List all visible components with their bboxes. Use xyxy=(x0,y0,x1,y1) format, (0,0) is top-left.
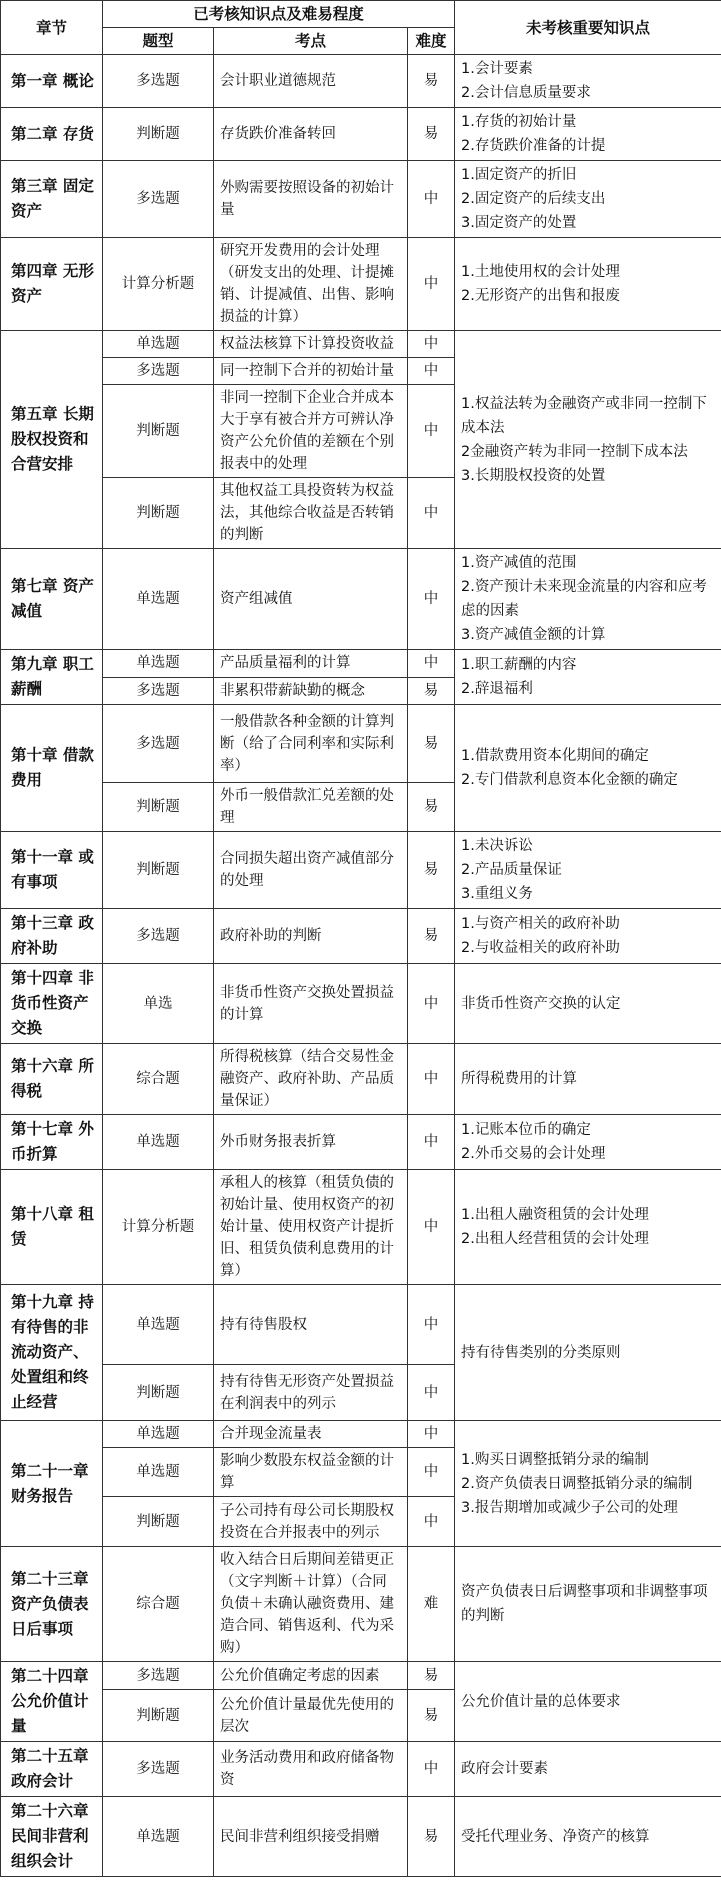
difficulty-cell: 易 xyxy=(408,783,455,832)
point-cell: 权益法核算下计算投资收益 xyxy=(214,331,408,358)
missing-cell xyxy=(455,1170,721,1285)
point-cell: 持有待售股权 xyxy=(214,1285,408,1365)
point-cell: 民间非营利组织接受捐赠 xyxy=(214,1797,408,1877)
missing-cell xyxy=(455,964,721,1044)
chapter-cell: 第十九章 持有待售的非流动资产、处置组和终止经营 xyxy=(1,1285,103,1421)
point-cell: 外币财务报表折算 xyxy=(214,1115,408,1170)
difficulty-cell: 易 xyxy=(408,705,455,783)
difficulty-cell: 易 xyxy=(408,909,455,964)
chapter-cell: 第二十一章 财务报告 xyxy=(1,1421,103,1547)
table-row xyxy=(1,1285,721,1365)
type-cell: 多选题 xyxy=(103,161,214,238)
table-body xyxy=(1,55,721,1877)
difficulty-cell: 易 xyxy=(408,677,455,705)
point-cell: 其他权益工具投资转为权益法，其他综合收益是否转销的判断 xyxy=(214,478,408,549)
type-cell: 综合题 xyxy=(103,1547,214,1662)
chapter-cell: 第十八章 租赁 xyxy=(1,1170,103,1285)
point-cell: 外币一般借款汇兑差额的处理 xyxy=(214,783,408,832)
table-row xyxy=(1,1421,721,1448)
missing-item: 2.产品质量保证 xyxy=(461,862,562,878)
type-cell: 判断题 xyxy=(103,832,214,909)
point-cell: 资产组减值 xyxy=(214,549,408,650)
missing-item: 2.与收益相关的政府补助 xyxy=(461,940,620,956)
missing-item: 3.资产减值金额的计算 xyxy=(461,627,606,643)
type-cell: 判断题 xyxy=(103,385,214,478)
type-cell: 综合题 xyxy=(103,1044,214,1115)
difficulty-cell: 中 xyxy=(408,478,455,549)
chapter-cell: 第二十六章 民间非营利组织会计 xyxy=(1,1797,103,1877)
table-row xyxy=(1,909,721,964)
chapter-cell: 第十三章 政府补助 xyxy=(1,909,103,964)
table-row xyxy=(1,549,721,650)
table-row xyxy=(1,55,721,108)
type-cell: 单选 xyxy=(103,964,214,1044)
table-row xyxy=(1,964,721,1044)
type-cell: 判断题 xyxy=(103,1497,214,1547)
type-cell: 计算分析题 xyxy=(103,238,214,331)
chapter-cell: 第五章 长期股权投资和合营安排 xyxy=(1,331,103,549)
table-row xyxy=(1,705,721,783)
missing-item: 1.会计要素 xyxy=(461,61,533,77)
missing-cell xyxy=(455,1285,721,1421)
difficulty-cell: 中 xyxy=(408,1497,455,1547)
point-cell: 业务活动费用和政府储备物资 xyxy=(214,1742,408,1797)
missing-cell xyxy=(455,1421,721,1547)
missing-item: 2.资产负债表日调整抵销分录的编制 xyxy=(461,1475,693,1492)
missing-item: 2.固定资产的后续支出 xyxy=(461,191,606,207)
header-examined: 已考核知识点及难易程度 xyxy=(103,1,455,28)
difficulty-cell: 中 xyxy=(408,1742,455,1797)
missing-cell xyxy=(455,1115,721,1170)
difficulty-cell: 易 xyxy=(408,1797,455,1877)
missing-cell xyxy=(455,161,721,238)
chapter-cell: 第二十三章 资产负债表日后事项 xyxy=(1,1547,103,1662)
type-cell: 单选题 xyxy=(103,1115,214,1170)
missing-item: 2.会计信息质量要求 xyxy=(461,85,591,101)
missing-item: 公允价值计量的总体要求 xyxy=(461,1693,621,1710)
missing-cell xyxy=(455,1742,721,1797)
header-point: 考点 xyxy=(214,28,408,55)
point-cell: 承租人的核算（租赁负债的初始计量、使用权资产的初始计量、使用权资产计提折旧、租赁负债利息费用的计算） xyxy=(214,1170,408,1285)
point-cell: 同一控制下合并的初始计量 xyxy=(214,358,408,385)
difficulty-cell: 难 xyxy=(408,1547,455,1662)
missing-item: 1.职工薪酬的内容 xyxy=(461,657,577,673)
table-row xyxy=(1,1170,721,1285)
missing-cell xyxy=(455,650,721,705)
table-row xyxy=(1,1742,721,1797)
point-cell: 影响少数股东权益金额的计算 xyxy=(214,1448,408,1497)
difficulty-cell: 中 xyxy=(408,1448,455,1497)
type-cell: 多选题 xyxy=(103,705,214,783)
type-cell: 判断题 xyxy=(103,1690,214,1742)
header-difficulty: 难度 xyxy=(408,28,455,55)
missing-item: 2.外币交易的会计处理 xyxy=(461,1146,606,1162)
chapter-cell: 第十一章 或有事项 xyxy=(1,832,103,909)
type-cell: 单选题 xyxy=(103,1285,214,1365)
missing-cell xyxy=(455,549,721,650)
point-cell: 存货跌价准备转回 xyxy=(214,108,408,161)
type-cell: 多选题 xyxy=(103,55,214,108)
missing-item: 受托代理业务、净资产的核算 xyxy=(461,1828,650,1845)
table-row xyxy=(1,331,721,358)
chapter-cell: 第十七章 外币折算 xyxy=(1,1115,103,1170)
missing-item: 1.记账本位币的确定 xyxy=(461,1122,591,1138)
missing-item: 1.存货的初始计量 xyxy=(461,114,577,130)
missing-item: 政府会计要素 xyxy=(461,1761,548,1777)
point-cell: 会计职业道德规范 xyxy=(214,55,408,108)
difficulty-cell: 中 xyxy=(408,331,455,358)
missing-item: 1.出租人融资租赁的会计处理 xyxy=(461,1207,649,1223)
chapter-cell: 第三章 固定资产 xyxy=(1,161,103,238)
missing-item: 3.固定资产的处置 xyxy=(461,215,577,231)
difficulty-cell: 中 xyxy=(408,964,455,1044)
table-row xyxy=(1,238,721,331)
point-cell: 非货币性资产交换处置损益的计算 xyxy=(214,964,408,1044)
missing-item: 1.权益法转为金融资产或非同一控制下成本法 xyxy=(461,395,707,436)
missing-cell xyxy=(455,108,721,161)
difficulty-cell: 易 xyxy=(408,1662,455,1690)
table-row xyxy=(1,1547,721,1662)
point-cell: 产品质量福利的计算 xyxy=(214,650,408,678)
missing-cell xyxy=(455,1547,721,1662)
missing-item: 3.重组义务 xyxy=(461,886,533,902)
difficulty-cell: 中 xyxy=(408,1285,455,1365)
missing-item: 所得税费用的计算 xyxy=(461,1071,577,1087)
type-cell: 单选题 xyxy=(103,1797,214,1877)
header-chapter: 章节 xyxy=(1,1,103,55)
table-row xyxy=(1,161,721,238)
missing-item: 2.资产预计未来现金流量的内容和应考虑的因素 xyxy=(461,579,707,619)
difficulty-cell: 中 xyxy=(408,549,455,650)
missing-item: 2.出租人经营租赁的会计处理 xyxy=(461,1231,649,1247)
difficulty-cell: 中 xyxy=(408,358,455,385)
point-cell: 外购需要按照设备的初始计量 xyxy=(214,161,408,238)
point-cell: 公允价值计量最优先使用的层次 xyxy=(214,1690,408,1742)
missing-item: 2.无形资产的出售和报废 xyxy=(461,288,620,304)
missing-cell xyxy=(455,705,721,832)
type-cell: 多选题 xyxy=(103,1742,214,1797)
missing-cell xyxy=(455,55,721,108)
type-cell: 单选题 xyxy=(103,331,214,358)
difficulty-cell: 中 xyxy=(408,1365,455,1421)
missing-cell xyxy=(455,331,721,549)
header-missing: 未考核重要知识点 xyxy=(455,1,721,55)
point-cell: 公允价值确定考虑的因素 xyxy=(214,1662,408,1690)
missing-item: 1.购买日调整抵销分录的编制 xyxy=(461,1451,649,1468)
difficulty-cell: 中 xyxy=(408,1170,455,1285)
type-cell: 判断题 xyxy=(103,478,214,549)
chapter-cell: 第十章 借款费用 xyxy=(1,705,103,832)
type-cell: 单选题 xyxy=(103,549,214,650)
point-cell: 持有待售无形资产处置损益在利润表中的列示 xyxy=(214,1365,408,1421)
missing-cell xyxy=(455,238,721,331)
missing-item: 1.与资产相关的政府补助 xyxy=(461,916,620,932)
difficulty-cell: 中 xyxy=(408,1115,455,1170)
difficulty-cell: 易 xyxy=(408,832,455,909)
missing-item: 1.资产减值的范围 xyxy=(461,555,577,571)
type-cell: 单选题 xyxy=(103,1421,214,1448)
table-row xyxy=(1,1115,721,1170)
type-cell: 多选题 xyxy=(103,358,214,385)
missing-item: 资产负债表日后调整事项和非调整事项的判断 xyxy=(461,1584,708,1624)
point-cell: 政府补助的判断 xyxy=(214,909,408,964)
chapter-cell: 第十六章 所得税 xyxy=(1,1044,103,1115)
table-row xyxy=(1,1797,721,1877)
point-cell: 合并现金流量表 xyxy=(214,1421,408,1448)
difficulty-cell: 易 xyxy=(408,55,455,108)
difficulty-cell: 中 xyxy=(408,1421,455,1448)
chapter-cell: 第十四章 非货币性资产交换 xyxy=(1,964,103,1044)
type-cell: 判断题 xyxy=(103,783,214,832)
chapter-cell: 第二十五章 政府会计 xyxy=(1,1742,103,1797)
difficulty-cell: 易 xyxy=(408,1690,455,1742)
missing-item: 2.辞退福利 xyxy=(461,681,533,697)
point-cell: 非同一控制下企业合并成本大于享有被合并方可辨认净资产公允价值的差额在个别报表中的处理 xyxy=(214,385,408,478)
chapter-cell: 第二章 存货 xyxy=(1,108,103,161)
table-row xyxy=(1,650,721,678)
difficulty-cell: 中 xyxy=(408,238,455,331)
type-cell: 多选题 xyxy=(103,1662,214,1690)
type-cell: 单选题 xyxy=(103,1448,214,1497)
missing-item: 1.土地使用权的会计处理 xyxy=(461,264,620,280)
difficulty-cell: 易 xyxy=(408,108,455,161)
type-cell: 多选题 xyxy=(103,909,214,964)
missing-cell xyxy=(455,1797,721,1877)
chapter-cell: 第二十四章 公允价值计量 xyxy=(1,1662,103,1742)
type-cell: 单选题 xyxy=(103,650,214,678)
point-cell: 研究开发费用的会计处理（研发支出的处理、计提摊销、计提减值、出售、影响损益的计算） xyxy=(214,238,408,331)
missing-item: 1.固定资产的折旧 xyxy=(461,167,577,183)
missing-cell xyxy=(455,909,721,964)
type-cell: 多选题 xyxy=(103,677,214,705)
point-cell: 合同损失超出资产减值部分的处理 xyxy=(214,832,408,909)
point-cell: 一般借款各种金额的计算判断（给了合同利率和实际利率） xyxy=(214,705,408,783)
type-cell: 判断题 xyxy=(103,1365,214,1421)
missing-item: 2金融资产转为非同一控制下成本法 xyxy=(461,443,688,460)
difficulty-cell: 中 xyxy=(408,161,455,238)
point-cell: 非累积带薪缺勤的概念 xyxy=(214,677,408,705)
type-cell: 判断题 xyxy=(103,108,214,161)
missing-item: 2.专门借款利息资本化金额的确定 xyxy=(461,772,678,788)
missing-cell xyxy=(455,1662,721,1742)
point-cell: 子公司持有母公司长期股权投资在合并报表中的列示 xyxy=(214,1497,408,1547)
missing-item: 持有待售类别的分类原则 xyxy=(461,1344,621,1361)
chapter-cell: 第七章 资产减值 xyxy=(1,549,103,650)
chapter-cell: 第一章 概论 xyxy=(1,55,103,108)
difficulty-cell: 中 xyxy=(408,385,455,478)
missing-item: 3.报告期增加或减少子公司的处理 xyxy=(461,1499,678,1516)
table-row xyxy=(1,1662,721,1690)
missing-item: 非货币性资产交换的认定 xyxy=(461,995,621,1012)
missing-item: 3.长期股权投资的处置 xyxy=(461,467,606,484)
missing-item: 1.未决诉讼 xyxy=(461,838,533,854)
type-cell: 计算分析题 xyxy=(103,1170,214,1285)
point-cell: 所得税核算（结合交易性金融资产、政府补助、产品质量保证） xyxy=(214,1044,408,1115)
table-row xyxy=(1,1044,721,1115)
header-type: 题型 xyxy=(103,28,214,55)
missing-cell xyxy=(455,1044,721,1115)
missing-item: 2.存货跌价准备的计提 xyxy=(461,138,606,154)
chapter-cell: 第四章 无形资产 xyxy=(1,238,103,331)
chapter-cell: 第九章 职工薪酬 xyxy=(1,650,103,705)
missing-cell xyxy=(455,832,721,909)
table-row xyxy=(1,108,721,161)
point-cell: 收入结合日后期间差错更正（文字判断＋计算）（合同负债＋未确认融资费用、建造合同、销售返利、代为采购） xyxy=(214,1547,408,1662)
missing-item: 1.借款费用资本化期间的确定 xyxy=(461,748,649,764)
table-row xyxy=(1,832,721,909)
difficulty-cell: 中 xyxy=(408,650,455,678)
difficulty-cell: 中 xyxy=(408,1044,455,1115)
